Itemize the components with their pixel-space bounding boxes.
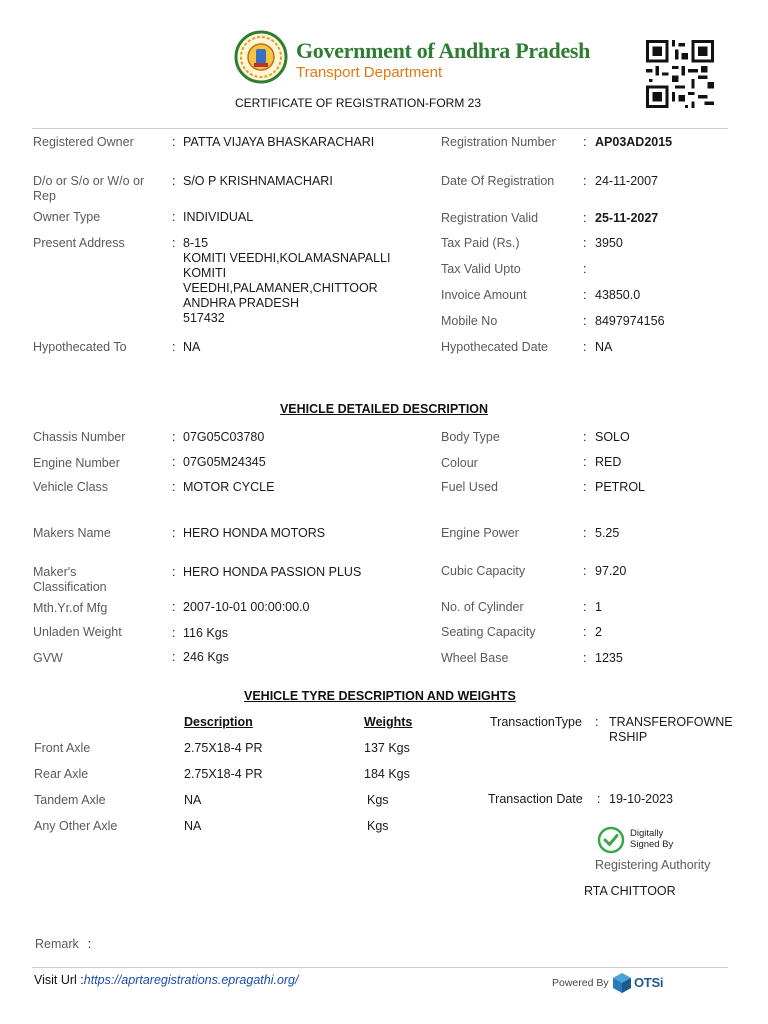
vehicle-class-label: Vehicle Class	[33, 480, 109, 494]
tax-paid-label: Tax Paid (Rs.)	[441, 236, 520, 250]
relation-value: S/O P KRISHNAMACHARI	[183, 174, 333, 188]
colour-label: Colour	[441, 456, 478, 470]
otsi-logo-icon	[612, 972, 632, 994]
registering-authority-value: RTA CHITTOOR	[584, 884, 676, 898]
axle-label: Rear Axle	[34, 767, 89, 781]
registration-number-value: AP03AD2015	[595, 135, 673, 149]
makers-classification-label: Maker's Classification	[33, 565, 107, 594]
registration-number-label: Registration Number	[441, 135, 556, 149]
gvw-label: GVW	[33, 651, 63, 665]
mfg-value: 2007-10-01 00:00:00.0	[183, 600, 310, 614]
tyre-description: 2.75X18-4 PR	[184, 741, 263, 755]
present-address-value	[183, 236, 390, 326]
hypothecated-to-value: NA	[183, 340, 201, 354]
digital-signature-check-icon	[597, 826, 625, 854]
transaction-type-value	[609, 715, 733, 745]
fuel-label: Fuel Used	[441, 480, 498, 494]
address-line: KOMITI VEEDHI,KOLAMASNAPALLI	[183, 251, 391, 265]
tyre-col-weights: Weights	[364, 715, 413, 729]
tyre-description: NA	[184, 819, 202, 833]
tyre-col-description: Description	[184, 715, 253, 729]
seating-capacity-label: Seating Capacity	[441, 625, 536, 639]
owner-type-label: Owner Type	[33, 210, 101, 224]
header-title: Government of Andhra Pradesh	[296, 38, 591, 63]
header-subtitle: Transport Department	[296, 64, 443, 81]
registration-valid-value: 25-11-2027	[595, 211, 659, 225]
registration-date-value: 24-11-2007	[595, 174, 659, 188]
tyre-weight: 184 Kgs	[364, 767, 410, 781]
digitally-signed-text	[630, 828, 673, 850]
registration-date-label: Date Of Registration	[441, 174, 555, 188]
mfg-label: Mth.Yr.of Mfg	[33, 601, 108, 615]
transaction-date-value: 19-10-2023	[609, 792, 673, 806]
makers-classification-value: HERO HONDA PASSION PLUS	[183, 565, 362, 579]
gvw-value: 246 Kgs	[183, 650, 229, 664]
engine-power-value: 5.25	[595, 526, 620, 540]
digitally-signed-line: Digitally	[630, 828, 664, 839]
transaction-type-line: TRANSFEROFOWNE	[609, 715, 733, 729]
owner-type-value: INDIVIDUAL	[183, 210, 254, 224]
transaction-type-line: RSHIP	[609, 730, 648, 744]
fuel-value: PETROL	[595, 480, 646, 494]
axle-label: Front Axle	[34, 741, 91, 755]
registration-valid-label: Registration Valid	[441, 211, 539, 225]
chassis-label: Chassis Number	[33, 430, 126, 444]
tyre-description: NA	[184, 793, 202, 807]
address-line: 8-15	[183, 236, 209, 250]
transaction-type-label: TransactionType	[490, 715, 582, 729]
address-line: ANDHRA PRADESH	[183, 296, 299, 310]
visit-url-link[interactable]: https://aprtaregistrations.epragathi.org/	[83, 973, 299, 987]
tax-valid-label: Tax Valid Upto	[441, 262, 521, 276]
chassis-value: 07G05C03780	[183, 430, 265, 444]
form-title: CERTIFICATE OF REGISTRATION-FORM 23	[235, 96, 482, 110]
tyre-weight: 137 Kgs	[364, 741, 410, 755]
andhra-pradesh-emblem-icon	[234, 30, 288, 84]
remark-label-text: Remark	[35, 937, 79, 951]
cylinder-label: No. of Cylinder	[441, 600, 524, 614]
cylinder-value: 1	[595, 600, 602, 614]
hypothecated-to-label: Hypothecated To	[33, 340, 127, 354]
powered-by-label: Powered By	[552, 977, 609, 989]
makers-name-value: HERO HONDA MOTORS	[183, 526, 326, 540]
tyre-weight: Kgs	[367, 819, 389, 833]
unladen-weight-label: Unladen Weight	[33, 625, 122, 639]
cubic-capacity-value: 97.20	[595, 564, 627, 578]
engine-number-label: Engine Number	[33, 456, 120, 470]
wheel-base-label: Wheel Base	[441, 651, 509, 665]
qr-code-icon	[646, 40, 714, 108]
wheel-base-value: 1235	[595, 651, 623, 665]
registering-authority-label: Registering Authority	[595, 858, 711, 872]
engine-power-label: Engine Power	[441, 526, 519, 540]
body-type-label: Body Type	[441, 430, 500, 444]
registered-owner-value: PATTA VIJAYA BHASKARACHARI	[183, 135, 375, 149]
hypothecated-date-label: Hypothecated Date	[441, 340, 549, 354]
mobile-label: Mobile No	[441, 314, 498, 328]
vehicle-section-title: VEHICLE DETAILED DESCRIPTION	[279, 402, 489, 416]
axle-label: Any Other Axle	[34, 819, 118, 833]
digitally-signed-line: Signed By	[630, 839, 674, 850]
tyre-description: 2.75X18-4 PR	[184, 767, 263, 781]
seating-capacity-value: 2	[595, 625, 602, 639]
vehicle-class-value: MOTOR CYCLE	[183, 480, 275, 494]
header-divider	[32, 128, 728, 129]
tyre-weight: Kgs	[367, 793, 389, 807]
otsi-brand: OTSi	[634, 975, 664, 990]
invoice-amount-value: 43850.0	[595, 288, 641, 302]
registered-owner-label: Registered Owner	[33, 135, 134, 149]
unladen-weight-value: 116 Kgs	[183, 626, 228, 640]
address-line: 517432	[183, 311, 225, 325]
footer-divider	[32, 967, 728, 968]
colour-value: RED	[595, 455, 622, 469]
axle-label: Tandem Axle	[34, 793, 106, 807]
cubic-capacity-label: Cubic Capacity	[441, 564, 526, 578]
transaction-date-label: Transaction Date	[488, 792, 583, 806]
relation-label: D/o or S/o or W/o or Rep	[33, 174, 145, 203]
hypothecated-date-value: NA	[595, 340, 613, 354]
visit-url	[34, 973, 299, 987]
remark-label: Remark :	[35, 937, 92, 951]
mobile-value: 8497974156	[595, 314, 665, 328]
address-line: KOMITI	[183, 266, 227, 280]
address-line: VEEDHI,PALAMANER,CHITTOOR	[183, 281, 378, 295]
body-type-value: SOLO	[595, 430, 630, 444]
visit-url-label: Visit Url :	[34, 973, 84, 987]
engine-number-value: 07G05M24345	[183, 455, 266, 469]
makers-name-label: Makers Name	[33, 526, 111, 540]
invoice-amount-label: Invoice Amount	[441, 288, 527, 302]
tyre-section-title: VEHICLE TYRE DESCRIPTION AND WEIGHTS	[244, 689, 516, 703]
present-address-label: Present Address	[33, 236, 125, 250]
tax-paid-value: 3950	[595, 236, 623, 250]
